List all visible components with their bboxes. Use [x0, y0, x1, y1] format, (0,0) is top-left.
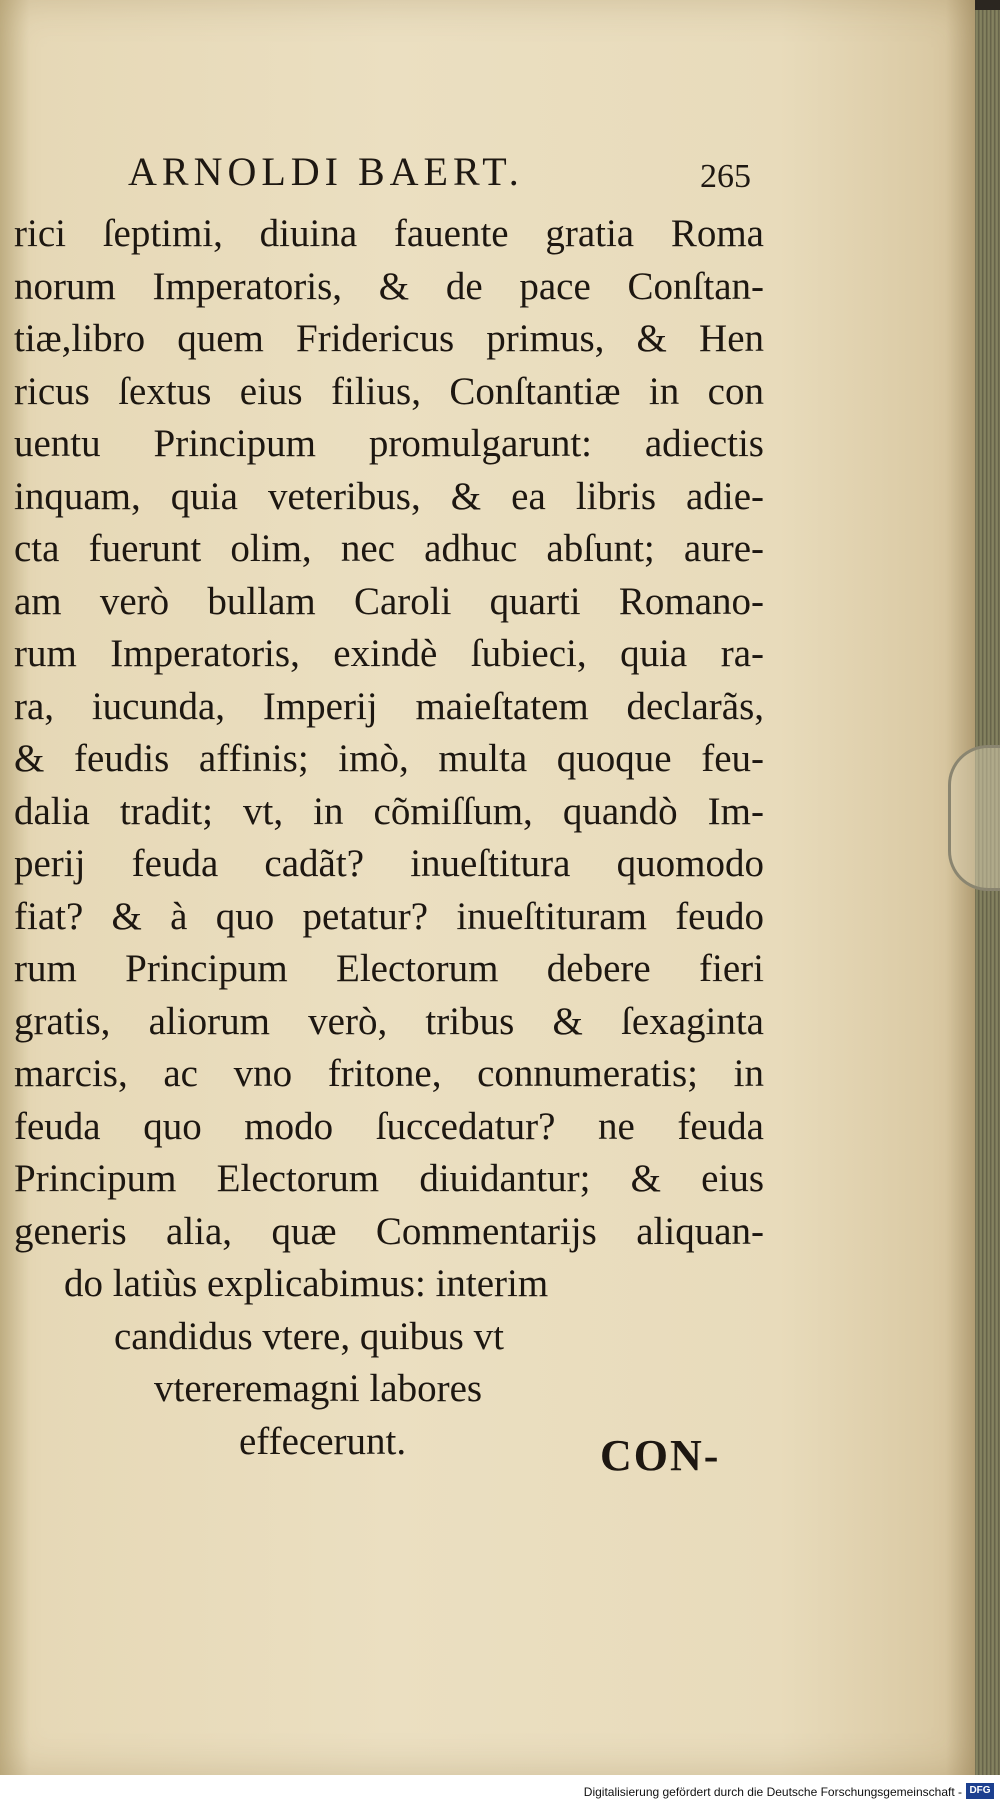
text-line: & feudis affinis; imò, multa quoque feu- [14, 737, 764, 780]
text-line: rum Principum Electorum debere fieri [14, 947, 764, 990]
dfg-logo-icon: DFG [966, 1783, 994, 1799]
text-line: candidus vtere, quibus vt [114, 1314, 504, 1358]
text-line: inquam, quia veteribus, & ea libris adie- [14, 474, 764, 518]
page-header [0, 148, 975, 198]
text-line: effecerunt. [239, 1419, 407, 1463]
text-line: am verò bullam Caroli quarti Romano- [14, 579, 764, 623]
text-line: marcis, ac vno fritone, connumeratis; in [14, 1052, 764, 1095]
page-number: 265 [700, 158, 751, 195]
text-line: feuda quo modo ſuccedatur? ne feuda [14, 1104, 764, 1148]
text-line: perij feuda cadãt? inueſtitura quomodo [14, 842, 764, 885]
text-line: do latiùs explicabimus: interim [64, 1262, 549, 1305]
text-line: rici ſeptimi, diuina fauente gratia Roma [14, 212, 764, 255]
text-line: ricus ſextus eius filius, Conſtantiæ in con [14, 369, 764, 413]
text-line: vtereremagni labores [154, 1367, 483, 1410]
text-line: Principum Electorum diuidantur; & eius [14, 1157, 764, 1200]
footer-credit: Digitalisierung gefördert durch die Deutsche Forschungsgemeinschaft - [583, 1785, 962, 1799]
text-line: tiæ,libro quem Fridericus primus, & Hen [14, 317, 764, 360]
catchword: CON- [600, 1431, 721, 1480]
page-edge [975, 10, 1000, 1775]
text-line: rum Imperatoris, exindè ſubieci, quia ra- [14, 632, 764, 675]
text-line: gratis, aliorum verò, tribus & ſexaginta [14, 999, 764, 1043]
text-line: uentu Principum promulgarunt: adiectis [14, 422, 764, 465]
running-title: ARNOLDI BAERT. [128, 149, 524, 194]
body-text [14, 208, 764, 1468]
text-line: dalia tradit; vt, in cõmiſſum, quandò Im- [14, 789, 764, 833]
footer [0, 1775, 1000, 1811]
text-line: fiat? & à quo petatur? inueſtituram feudo [14, 894, 764, 938]
text-line: generis alia, quæ Commentarijs aliquan- [14, 1209, 764, 1253]
text-line: ra, iucunda, Imperij maieſtatem declarãs, [14, 684, 764, 728]
text-line: norum Imperatoris, & de pace Conſtan- [14, 264, 764, 308]
text-line: cta fuerunt olim, nec adhuc abſunt; aure- [14, 527, 764, 570]
page-clip [948, 745, 1000, 891]
